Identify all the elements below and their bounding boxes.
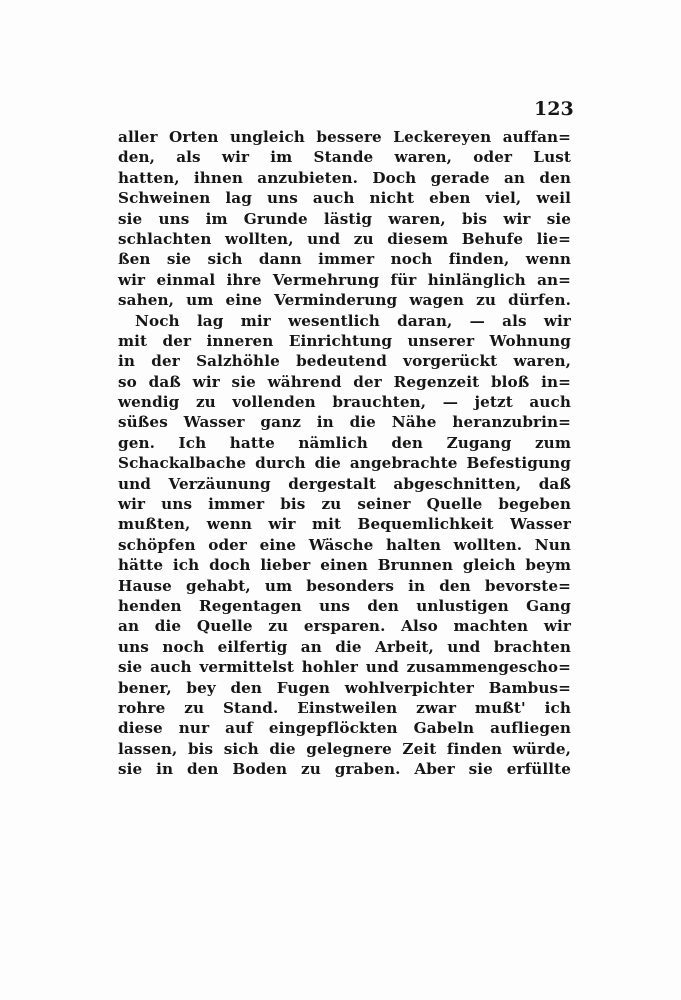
text-line: aller Orten ungleich bessere Leckereyen auffan= [118,128,571,146]
text-line: uns noch eilfertig an die Arbeit, und brachten [118,637,571,656]
text-line: Schackalbache durch die angebrachte Befestigung [118,454,571,473]
text-line: in der Salzhöhle bedeutend vorgerückt waren, [118,352,571,371]
text-line: bener, bey den Fugen wohlverpichter Bambus= [118,678,571,697]
text-line: wir einmal ihre Vermehrung für hinlänglich an= [118,270,571,289]
text-line: den, als wir im Stande waren, oder Lust [118,148,571,167]
page-number: 123 [534,98,574,120]
text-line: diese nur auf eingepflöckten Gabeln aufliegen [118,719,571,738]
text-line: schöpfen oder eine Wäsche halten wollten. Nun [118,535,571,554]
text-line: sie in den Boden zu graben. Aber sie erfüllte [118,760,571,779]
text-line: so daß wir sie während der Regenzeit bloß in= [118,372,571,391]
text-line: hätte ich doch lieber einen Brunnen gleich beym [118,556,571,575]
text-line: an die Quelle zu ersparen. Also machten wir [118,617,571,636]
text-line: mit der inneren Einrichtung unserer Wohnung [118,331,571,350]
text-line: henden Regentagen uns den unlustigen Gang [118,596,571,615]
text-line: ßen sie sich dann immer noch finden, wenn [118,250,571,269]
text-line: lassen, bis sich die gelegnere Zeit finden würde, [118,739,571,758]
text-line: wir uns immer bis zu seiner Quelle begeben [118,495,571,514]
text-line: Hause gehabt, um besonders in den bevorste= [118,576,571,595]
text-line: gen. Ich hatte nämlich den Zugang zum [118,433,571,452]
text-line: sahen, um eine Verminderung wagen zu dürfen. [118,291,571,310]
text-line: sie uns im Grunde lästig waren, bis wir sie [118,209,571,228]
text-line: rohre zu Stand. Einstweilen zwar mußt' ich [118,698,571,717]
page-body-text [118,127,571,780]
text-line: Schweinen lag uns auch nicht eben viel, weil [118,189,571,208]
text-line: wendig zu vollenden brauchten, — jetzt auch [118,393,571,412]
text-line: Noch lag mir wesentlich daran, — als wir [135,311,571,330]
text-line: hatten, ihnen anzubieten. Doch gerade an den [118,168,571,187]
text-line: und Verzäunung dergestalt abgeschnitten, daß [118,474,571,493]
text-line: süßes Wasser ganz in die Nähe heranzubrin= [118,413,571,432]
text-line: schlachten wollten, und zu diesem Behufe lie= [118,229,571,248]
text-line: mußten, wenn wir mit Bequemlichkeit Wasser [118,515,571,534]
text-line: sie auch vermittelst hohler und zusammengescho= [118,658,571,677]
